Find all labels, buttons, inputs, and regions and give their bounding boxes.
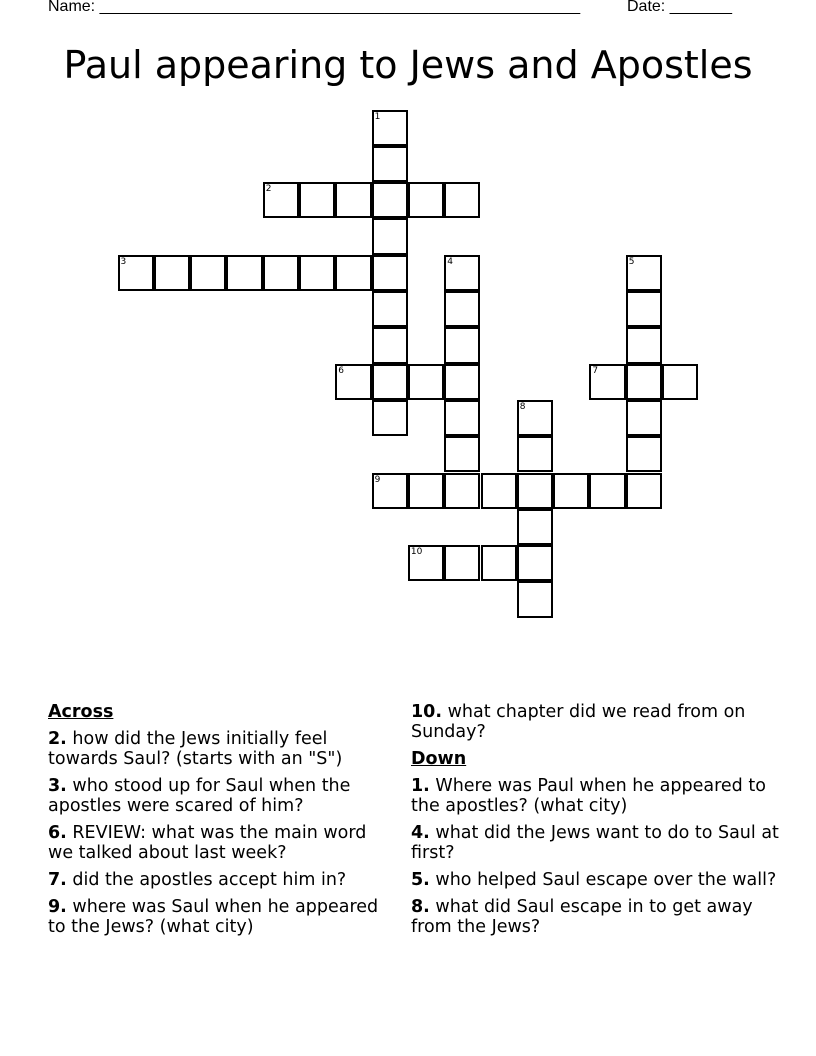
clue-number: 4. xyxy=(411,823,430,843)
grid-cell[interactable] xyxy=(626,400,662,436)
cell-number: 7 xyxy=(592,365,599,376)
clues-right-column xyxy=(411,702,781,944)
grid-cell[interactable] xyxy=(626,255,662,291)
grid-cell[interactable] xyxy=(372,327,408,363)
clue-number: 10. xyxy=(411,702,443,722)
clue-text: what did Saul escape in to get away from the Jews? xyxy=(411,897,753,937)
clues-left-column xyxy=(48,702,393,944)
clue-across-2 xyxy=(48,729,393,769)
grid-cell[interactable] xyxy=(372,473,408,509)
grid-cell[interactable] xyxy=(444,364,480,400)
cell-number: 3 xyxy=(120,256,127,267)
date-field-label: Date: _______ xyxy=(627,0,732,15)
clue-number: 1. xyxy=(411,776,430,796)
clue-text: REVIEW: what was the main word we talked about last week? xyxy=(48,823,367,863)
grid-cell[interactable] xyxy=(662,364,698,400)
grid-cell[interactable] xyxy=(444,255,480,291)
grid-cell[interactable] xyxy=(444,473,480,509)
grid-cell[interactable] xyxy=(335,255,371,291)
clue-across-6 xyxy=(48,823,393,863)
page-title: Paul appearing to Jews and Apostles xyxy=(63,43,753,87)
down-heading: Down xyxy=(411,749,467,769)
clue-across-10 xyxy=(411,702,781,742)
grid-cell[interactable] xyxy=(408,364,444,400)
grid-cell[interactable] xyxy=(444,291,480,327)
clue-number: 7. xyxy=(48,870,67,890)
grid-cell[interactable] xyxy=(263,182,299,218)
grid-cell[interactable] xyxy=(372,255,408,291)
grid-cell[interactable] xyxy=(335,364,371,400)
grid-cell[interactable] xyxy=(626,364,662,400)
clue-text: what did the Jews want to do to Saul at first? xyxy=(411,823,779,863)
grid-cell[interactable] xyxy=(263,255,299,291)
clue-across-7 xyxy=(48,870,393,890)
grid-cell[interactable] xyxy=(299,182,335,218)
grid-cell[interactable] xyxy=(481,473,517,509)
clue-text: how did the Jews initially feel towards Saul? (starts with an "S") xyxy=(48,729,343,769)
grid-cell[interactable] xyxy=(517,545,553,581)
cell-number: 8 xyxy=(519,401,526,412)
grid-cell[interactable] xyxy=(299,255,335,291)
clue-text: who stood up for Saul when the apostles were scared of him? xyxy=(48,776,351,816)
cell-number: 2 xyxy=(265,184,272,195)
grid-cell[interactable] xyxy=(626,327,662,363)
grid-cell[interactable] xyxy=(372,182,408,218)
grid-cell[interactable] xyxy=(372,364,408,400)
clue-across-9 xyxy=(48,897,393,937)
clue-down-1 xyxy=(411,776,781,816)
clue-down-8 xyxy=(411,897,781,937)
cell-number: 4 xyxy=(447,256,453,267)
grid-cell[interactable] xyxy=(444,400,480,436)
grid-cell[interactable] xyxy=(408,182,444,218)
grid-cell[interactable] xyxy=(517,581,553,617)
grid-cell[interactable] xyxy=(517,509,553,545)
clue-number: 6. xyxy=(48,823,67,843)
cell-number: 10 xyxy=(410,547,423,558)
clue-number: 8. xyxy=(411,897,430,917)
grid-cell[interactable] xyxy=(372,110,408,146)
clue-number: 2. xyxy=(48,729,67,749)
grid-cell[interactable] xyxy=(190,255,226,291)
grid-cell[interactable] xyxy=(444,436,480,472)
grid-cell[interactable] xyxy=(626,291,662,327)
grid-cell[interactable] xyxy=(154,255,190,291)
clue-text: did the apostles accept him in? xyxy=(66,870,347,890)
grid-cell[interactable] xyxy=(335,182,371,218)
grid-cell[interactable] xyxy=(517,473,553,509)
grid-cell[interactable] xyxy=(626,436,662,472)
name-field-label: Name: ______________________________________________________ xyxy=(48,0,581,15)
grid-cell[interactable] xyxy=(444,327,480,363)
grid-cell[interactable] xyxy=(517,400,553,436)
grid-cell[interactable] xyxy=(444,182,480,218)
grid-cell[interactable] xyxy=(372,218,408,254)
clue-number: 5. xyxy=(411,870,430,890)
grid-cell[interactable] xyxy=(481,545,517,581)
grid-cell[interactable] xyxy=(372,400,408,436)
cell-number: 5 xyxy=(628,256,635,267)
clue-text: Where was Paul when he appeared to the apostles? (what city) xyxy=(411,776,766,816)
grid-cell[interactable] xyxy=(226,255,262,291)
grid-cell[interactable] xyxy=(444,545,480,581)
cell-number: 1 xyxy=(374,111,381,122)
cell-number: 6 xyxy=(338,365,345,376)
grid-cell[interactable] xyxy=(553,473,589,509)
clue-down-5 xyxy=(411,870,781,890)
grid-cell[interactable] xyxy=(589,364,625,400)
grid-cell[interactable] xyxy=(517,436,553,472)
clue-down-4 xyxy=(411,823,781,863)
grid-cell[interactable] xyxy=(118,255,154,291)
across-heading: Across xyxy=(48,702,114,722)
grid-cell[interactable] xyxy=(372,146,408,182)
grid-cell[interactable] xyxy=(372,291,408,327)
clue-across-3 xyxy=(48,776,393,816)
grid-cell[interactable] xyxy=(626,473,662,509)
clue-number: 3. xyxy=(48,776,67,796)
clue-number: 9. xyxy=(48,897,67,917)
grid-cell[interactable] xyxy=(408,473,444,509)
clue-text: what chapter did we read from on Sunday? xyxy=(411,702,746,742)
clue-text: where was Saul when he appeared to the Jews? (what city) xyxy=(48,897,379,937)
clue-text: who helped Saul escape over the wall? xyxy=(429,870,777,890)
grid-cell[interactable] xyxy=(408,545,444,581)
grid-cell[interactable] xyxy=(589,473,625,509)
cell-number: 9 xyxy=(374,474,381,485)
